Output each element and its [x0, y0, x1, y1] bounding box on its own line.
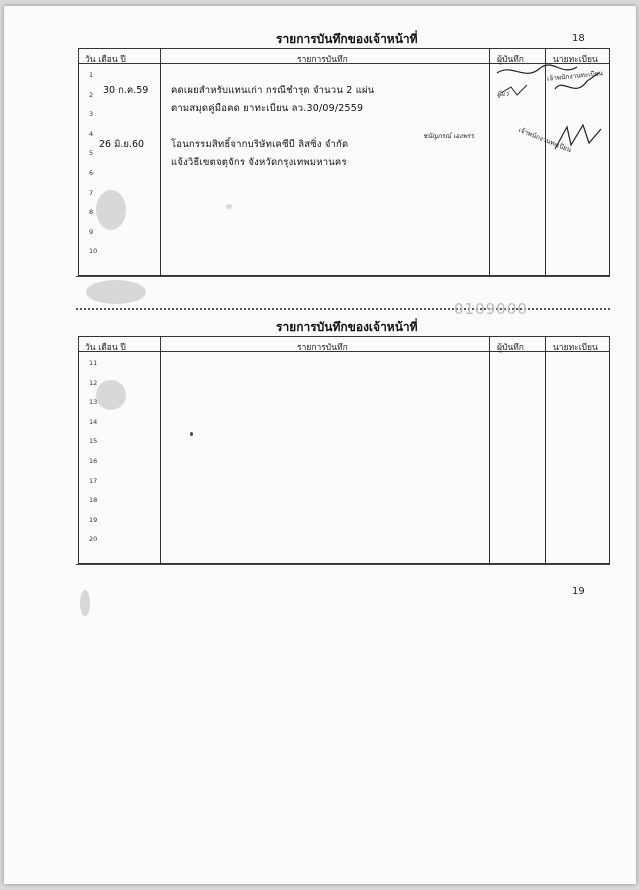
entry-1-recorder-signature: ผู้แว่ [497, 90, 509, 98]
row-number: 13 [89, 398, 98, 407]
header-entry: รายการบันทึก [297, 55, 348, 65]
header-recorder: ผู้บันทึก [497, 55, 524, 65]
entry-1-registrar-stamp: เจ้าพนักงานทะเบียน [546, 69, 604, 83]
bottom-record-table [78, 336, 610, 564]
entry-2-line1: โอนกรรมสิทธิ์จากบริษัทเคซีบี ลิสซิ่ง จำกัด [171, 139, 349, 150]
entry-2-line2: แจ้งวิธีเขตจตุจักร จังหวัดกรุงเทพมหานคร [171, 157, 347, 168]
row-number: 7 [89, 188, 94, 197]
row-number: 16 [89, 457, 98, 465]
row-number: 18 [89, 496, 98, 505]
entry-1-line1: คดเผยสำหรับแทนเก่า กรณีชำรุด จำนวน 2 แผ่น [171, 85, 375, 96]
entry-2-date: 26 มิ.ย.60 [99, 139, 145, 150]
row-number: 9 [89, 227, 94, 236]
row-number: 1 [89, 71, 94, 79]
entry-1-date: 30 ก.ค.59 [103, 85, 149, 96]
bottom-page-number: 19 [572, 586, 585, 597]
section-divider-bottom [76, 564, 610, 565]
header-date: วัน เดือน ปี [85, 343, 126, 353]
header-recorder: ผู้บันทึก [497, 343, 524, 353]
row-number: 4 [89, 129, 94, 138]
entry-2-recorder-signature: ชนัญภรณ์ เองพรร [423, 132, 474, 140]
row-number: 19 [89, 515, 98, 524]
perforation-line [76, 308, 610, 310]
row-number: 8 [89, 208, 94, 217]
entry-2-signature-scribble [549, 119, 609, 159]
faint-serial-number: 0109000 [454, 300, 528, 318]
top-section-title: รายการบันทึกของเจ้าหน้าที่ [276, 32, 418, 46]
row-number: 5 [89, 149, 94, 158]
entry-1-line2: ตามสมุดคู่มือคด ยาทะเบียน ลว.30/09/2559 [171, 103, 364, 114]
header-entry: รายการบันทึก [297, 343, 348, 353]
top-record-table [78, 48, 610, 276]
header-registrar: นายทะเบียน [553, 55, 598, 65]
top-page-number: 18 [572, 33, 585, 44]
header-date: วัน เดือน ปี [85, 55, 126, 65]
bottom-section-title: รายการบันทึกของเจ้าหน้าที่ [276, 320, 418, 334]
row-number: 2 [89, 90, 94, 99]
row-number: 12 [89, 378, 98, 387]
row-number: 20 [89, 535, 98, 544]
section-divider-top [76, 276, 610, 277]
row-number: 10 [89, 247, 98, 256]
row-number: 3 [89, 110, 94, 119]
entry-1-signature-scribble [491, 59, 609, 103]
row-number: 14 [89, 417, 98, 426]
row-number: 17 [89, 476, 98, 485]
row-number: 11 [89, 359, 98, 367]
row-number: 6 [89, 169, 94, 177]
header-registrar: นายทะเบียน [553, 343, 598, 353]
row-number: 15 [89, 437, 98, 446]
entry-2-registrar-stamp: เจ้าพนักงานทะเบียน [517, 125, 573, 155]
